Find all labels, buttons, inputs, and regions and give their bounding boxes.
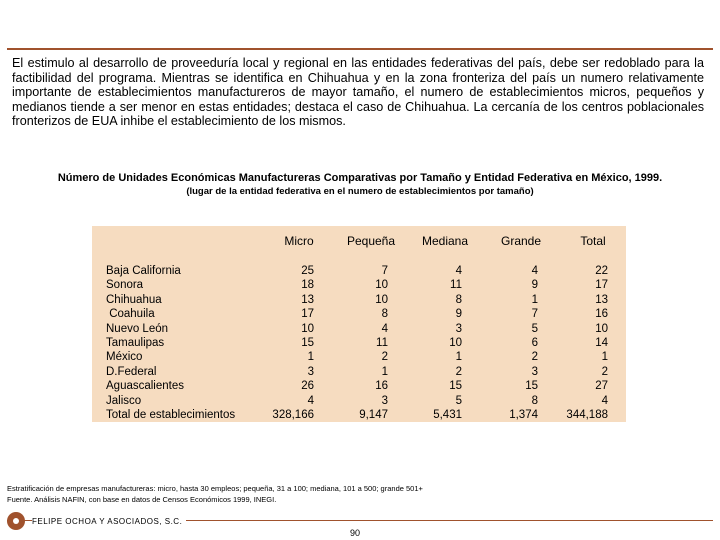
entity-name: México <box>106 351 143 364</box>
cell-mediana: 4 <box>455 265 462 277</box>
cell-total: 1 <box>601 351 608 364</box>
cell-total: 22 <box>595 265 608 277</box>
cell-total: 10 <box>595 322 608 335</box>
table-subtitle: (lugar de la entidad federativa en el numero de establecimientos por tamaño) <box>186 186 534 197</box>
cell-grande: 6 <box>531 336 538 349</box>
entity-names-column <box>106 264 235 422</box>
cell-grande: 4 <box>531 265 538 277</box>
cell-micro: 1 <box>307 351 314 364</box>
cell-total: 13 <box>595 293 608 306</box>
cell-grande-total: 1,374 <box>509 408 538 421</box>
cell-pequena: 3 <box>381 394 388 407</box>
entity-name: Jalisco <box>106 394 142 407</box>
entity-name: Coahuila <box>106 308 155 321</box>
header-mediana: Mediana <box>421 234 469 248</box>
cell-total: 4 <box>601 394 608 407</box>
cell-mediana: 10 <box>449 336 462 349</box>
footnote-stratification: Estratificación de empresas manufactureras: micro, hasta 30 empleos; pequeña, 31 a 100; mediana, 101 a 500; grande 501+ <box>7 484 423 493</box>
cell-pequena: 1 <box>381 365 388 378</box>
cell-total: 27 <box>595 380 608 393</box>
intro-paragraph: El estimulo al desarrollo de proveeduría local y regional en las entidades federativas del país, debe ser redoblado para la factibilidad del programa. Mientras se identifica en Chihuahua y en la zona fronteriza del país un numero relativamente importante de establecimientos manufactureros de mayor tamaño, el numero de establecimientos micros, pequeños y medianos tiende a ser menor en estas entidades; destaca el caso de Chihuahua. La cercanía de los centros poblacionales fronterizos de EUA inhibe el establecimiento de los mismos. <box>12 56 704 129</box>
entity-name: Sonora <box>106 279 144 292</box>
cell-grande: 1 <box>531 293 538 306</box>
table-header-row <box>92 226 626 256</box>
cell-pequena-total: 9,147 <box>359 408 388 421</box>
cell-micro: 3 <box>307 365 314 378</box>
column-grande <box>478 264 538 422</box>
table-title: Número de Unidades Económicas Manufactureras Comparativas por Tamaño y Entidad Federativa en México, 1999. <box>57 172 663 184</box>
footnote-source: Fuente. Análisis NAFIN, con base en datos de Censos Económicos 1999, INEGI. <box>7 495 277 504</box>
cell-pequena: 7 <box>381 265 388 277</box>
cell-mediana: 9 <box>455 308 462 321</box>
cell-mediana: 8 <box>455 293 462 306</box>
cell-micro: 26 <box>301 380 314 393</box>
column-mediana <box>402 264 462 422</box>
cell-mediana: 11 <box>450 279 462 292</box>
column-micro <box>254 264 314 422</box>
cell-mediana: 15 <box>449 380 462 393</box>
cell-micro: 17 <box>301 308 314 321</box>
cell-pequena: 10 <box>375 279 388 292</box>
cell-total: 16 <box>595 308 608 321</box>
cell-mediana: 2 <box>455 365 462 378</box>
top-rule <box>7 48 713 50</box>
entity-name: Tamaulipas <box>106 336 165 349</box>
cell-micro: 13 <box>301 293 314 306</box>
column-pequena <box>328 264 388 422</box>
column-total <box>548 264 608 422</box>
cell-micro: 25 <box>301 265 314 277</box>
brand-logo-icon <box>7 512 25 530</box>
cell-pequena: 16 <box>375 380 388 393</box>
cell-mediana: 1 <box>455 351 462 364</box>
data-table <box>92 226 626 422</box>
cell-grande: 2 <box>531 351 538 364</box>
cell-total-total: 344,188 <box>566 408 608 421</box>
entity-name: Baja California <box>106 265 181 277</box>
entity-name: Chihuahua <box>106 293 162 306</box>
entity-name: Nuevo León <box>106 322 169 335</box>
cell-mediana: 5 <box>455 394 462 407</box>
cell-mediana: 3 <box>455 322 462 335</box>
header-total: Total <box>580 234 606 248</box>
cell-pequena: 10 <box>375 293 388 306</box>
cell-micro-total: 328,166 <box>272 408 314 421</box>
header-micro: Micro <box>284 234 314 248</box>
cell-grande: 8 <box>531 394 538 407</box>
cell-grande: 9 <box>531 279 538 292</box>
cell-micro: 18 <box>301 279 314 292</box>
cell-pequena: 11 <box>376 336 388 349</box>
cell-grande: 15 <box>525 380 538 393</box>
page-number: 90 <box>350 528 361 538</box>
brand-name: FELIPE OCHOA Y ASOCIADOS, S.C. <box>32 517 186 526</box>
cell-micro: 4 <box>307 394 314 407</box>
cell-total: 14 <box>595 336 608 349</box>
cell-grande: 3 <box>531 365 538 378</box>
header-grande: Grande <box>500 234 542 248</box>
entity-name-total: Total de establecimientos <box>106 408 236 421</box>
cell-micro: 10 <box>301 322 314 335</box>
entity-name: Aguascalientes <box>106 380 184 393</box>
entity-name: D.Federal <box>106 365 157 378</box>
header-pequena: Pequeña <box>346 234 396 248</box>
cell-pequena: 8 <box>381 308 388 321</box>
cell-mediana-total: 5,431 <box>433 408 462 421</box>
cell-micro: 15 <box>301 336 314 349</box>
cell-pequena: 4 <box>381 322 388 335</box>
cell-pequena: 2 <box>381 351 388 364</box>
cell-total: 17 <box>595 279 608 292</box>
footnotes <box>7 483 423 505</box>
cell-grande: 7 <box>531 308 538 321</box>
cell-grande: 5 <box>531 322 538 335</box>
cell-total: 2 <box>601 365 608 378</box>
